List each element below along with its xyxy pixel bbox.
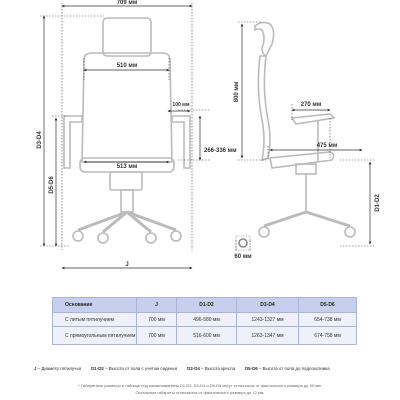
legend-text: – Высота от пола с учетом сиденья — [105, 366, 178, 371]
table-cell: 700 мм — [137, 327, 177, 345]
header-j: J — [137, 298, 177, 313]
legend-key: D3-D4 — [187, 366, 200, 371]
side-view-chair — [255, 22, 355, 237]
total-height-label: D3-D4 — [37, 131, 43, 149]
front-view-chair — [64, 18, 190, 243]
armrest-inset-label: 100 мм — [172, 102, 190, 108]
seat-height-label: D5-D6 — [49, 176, 55, 194]
table-row — [53, 327, 357, 345]
table-cell: 700 мм — [137, 313, 177, 327]
caster-diameter-label: 60 мм — [234, 254, 252, 260]
table-cell: 654-738 мм — [299, 313, 357, 327]
backrest-width-label: 510 мм — [116, 63, 138, 69]
legend-text: – Высота от пола до подлокотника — [258, 366, 330, 371]
seat-width-label: 513 мм — [116, 164, 138, 170]
table-cell: 674-758 мм — [299, 327, 357, 345]
legend-text: – Высота кресла — [201, 366, 236, 371]
header-base: Основание — [53, 298, 137, 313]
table-cell: 496-580 мм — [177, 313, 237, 327]
footnote-line-2: Остальные габариты отличаются от фактического размера до 12 мм. — [135, 390, 265, 395]
table-cell: С прямоугольным пятилучием — [53, 327, 137, 345]
armrest-depth-label: 270 мм — [300, 102, 322, 108]
front-dimension-lines — [44, 6, 200, 268]
legend-key: D5-D6 — [245, 366, 258, 371]
header-d1-d2: D1-D2 — [177, 298, 237, 313]
legend-text: – Диаметр пятилучья — [37, 366, 82, 371]
header-d5-d6: D5-D6 — [299, 298, 357, 313]
legend-key: D1-D2 — [91, 366, 104, 371]
spec-table-header — [53, 298, 357, 313]
overall-width-label: 709 мм — [116, 0, 138, 6]
legend-item — [245, 366, 330, 371]
table-cell: 1243-1327 мм — [237, 313, 299, 327]
base-diameter-label: J — [125, 262, 129, 268]
legend-item — [91, 366, 177, 371]
armrest-height-label: 266-336 мм — [204, 148, 237, 154]
legend-item — [187, 366, 235, 371]
caster-detail — [236, 236, 250, 250]
side-height-label: 800 мм — [234, 81, 240, 103]
dimension-legend — [34, 366, 374, 371]
side-dimension-guides — [236, 22, 374, 252]
footnote-line-1: * Габаритные размеры в таблице под наименованием D1-D2, D3-D4 и D5-D6 могут отличаться от фактического размера до 30 мм. — [78, 383, 322, 388]
legend-key: J — [34, 366, 37, 371]
table-cell: 1263-1347 мм — [237, 327, 299, 345]
table-cell: 516-600 мм — [177, 327, 237, 345]
side-seat-height-label: D1-D2 — [375, 194, 381, 212]
legend-item — [34, 366, 81, 371]
spec-table — [52, 297, 357, 345]
table-cell: С литым пятилучием — [53, 313, 137, 327]
header-d3-d4: D3-D4 — [237, 298, 299, 313]
seat-depth-label: 475 мм — [316, 143, 338, 149]
table-row — [53, 313, 357, 327]
